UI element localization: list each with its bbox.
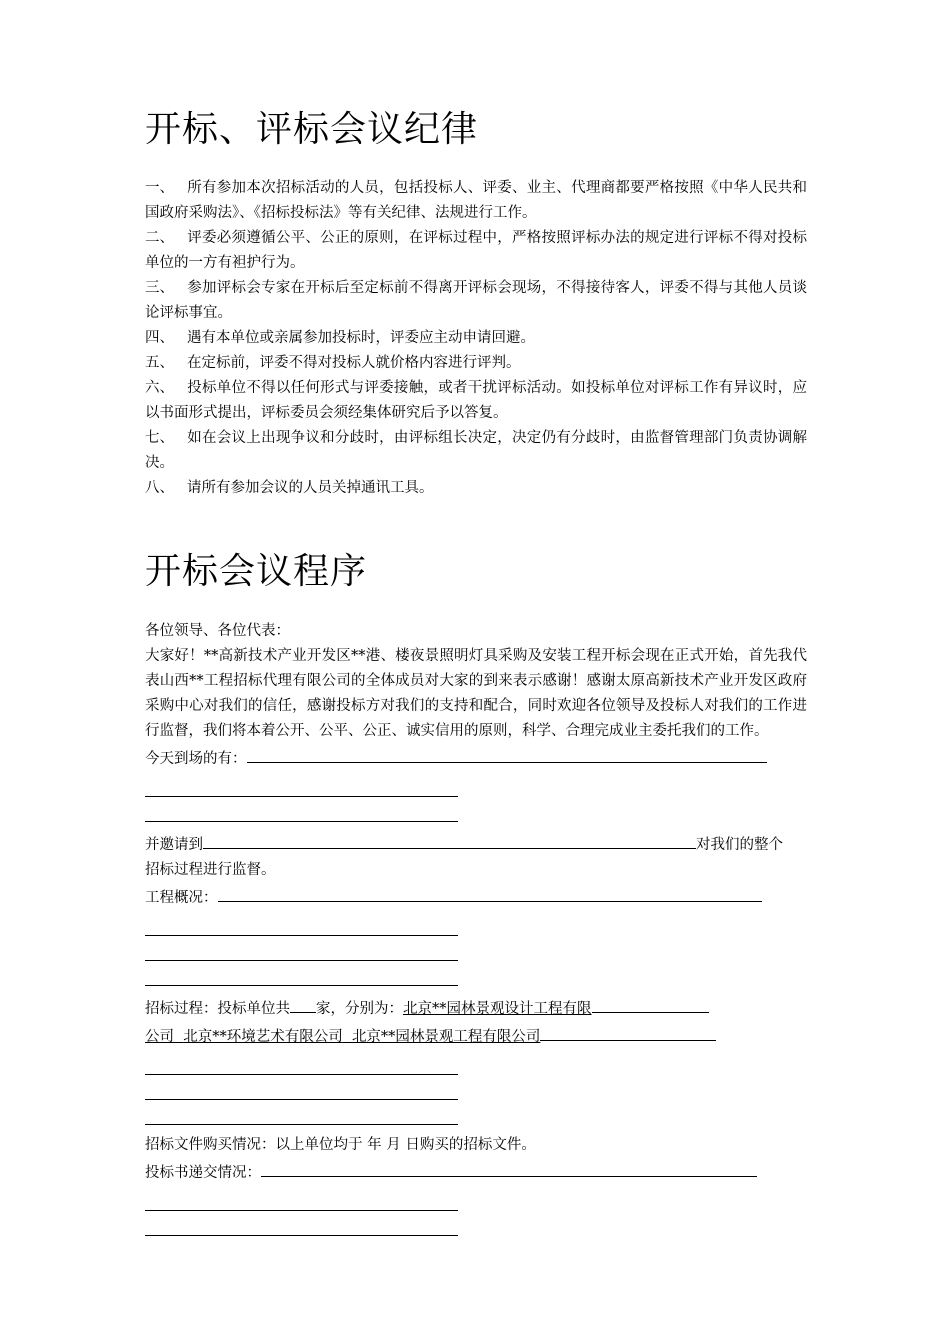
blank-line xyxy=(145,961,458,986)
invite-prefix: 并邀请到 xyxy=(145,837,203,853)
procedure-title: 开标会议程序 xyxy=(145,551,368,592)
rule-text: 在定标前，评委不得对投标人就价格内容进行评判。 xyxy=(187,355,521,371)
discipline-rules xyxy=(145,176,807,501)
bidder-blank xyxy=(592,994,709,1013)
rule-item xyxy=(145,326,807,351)
submit-label: 投标书递交情况： xyxy=(145,1165,261,1181)
rule-number: 五、 xyxy=(145,355,174,371)
rule-item xyxy=(145,276,807,326)
blank-line xyxy=(145,1211,458,1236)
invite-tail: 招标过程进行监督。 xyxy=(145,862,276,878)
process-label: 招标过程：投标单位共 xyxy=(145,1001,290,1017)
process-line xyxy=(145,994,807,1022)
bidder-count-blank xyxy=(290,994,316,1013)
project-line xyxy=(145,883,807,911)
rule-item xyxy=(145,176,807,226)
blank-line xyxy=(145,936,458,961)
bidder-name: 北京**环境艺术有限公司 xyxy=(183,1029,343,1045)
rule-number: 一、 xyxy=(145,180,174,196)
invite-line xyxy=(145,830,807,858)
invite-suffix: 对我们的整个 xyxy=(696,837,783,853)
discipline-title: 开标、评标会议纪律 xyxy=(145,109,479,150)
project-blank xyxy=(218,883,762,902)
blank-line xyxy=(145,911,458,936)
purchase-line: 招标文件购买情况：以上单位均于 年 月 日购买的招标文件。 xyxy=(145,1137,536,1153)
blank-line xyxy=(145,772,458,797)
intro-paragraph: 大家好！**高新技术产业开发区**港、楼夜景照明灯具采购及安装工程开标会现在正式开始，首先我代表山西**工程招标代理有限公司的全体成员对大家的到来表示感谢！感谢太原高新技术产业开发区政府采购中心对我们的信任，感谢投标方对我们的支持和配合，同时欢迎各位领导及投标人对我们的工作进行监督，我们将本着公开、公平、公正、诚实信用的原则，科学、合理完成业主委托我们的工作。 xyxy=(145,648,807,739)
rule-number: 四、 xyxy=(145,330,174,346)
rule-number: 八、 xyxy=(145,480,174,496)
bidders-line xyxy=(145,1022,807,1050)
bidder-name-cont: 公司 xyxy=(145,1029,174,1045)
procedure-body xyxy=(145,619,807,1236)
blank-line xyxy=(145,1100,458,1125)
submit-line xyxy=(145,1158,807,1186)
rule-text: 评委必须遵循公平、公正的原则，在评标过程中，严格按照评标办法的规定进行评标不得对投标单位的一方有袒护行为。 xyxy=(145,230,807,271)
rule-item xyxy=(145,376,807,426)
attendees-label: 今天到场的有： xyxy=(145,751,247,767)
blank-line xyxy=(145,1075,458,1100)
submit-blank xyxy=(261,1158,757,1177)
rule-text: 如在会议上出现争议和分歧时，由评标组长决定，决定仍有分歧时，由监督管理部门负责协调解决。 xyxy=(145,430,807,471)
rule-number: 七、 xyxy=(145,430,174,446)
bidder-name: 北京**园林景观工程有限公司 xyxy=(351,1029,541,1045)
rule-text: 所有参加本次招标活动的人员，包括投标人、评委、业主、代理商都要严格按照《中华人民共和国政府采购法》、《招标投标法》等有关纪律、法规进行工作。 xyxy=(145,180,807,221)
blank-line xyxy=(145,1186,458,1211)
blank-line xyxy=(145,797,458,822)
rule-text: 投标单位不得以任何形式与评委接触，或者干扰评标活动。如投标单位对评标工作有异议时，应以书面形式提出，评标委员会须经集体研究后予以答复。 xyxy=(145,380,807,421)
rule-number: 二、 xyxy=(145,230,174,246)
rule-text: 请所有参加会议的人员关掉通讯工具。 xyxy=(187,480,434,496)
rule-item xyxy=(145,426,807,476)
rule-text: 参加评标会专家在开标后至定标前不得离开评标会现场，不得接待客人，评委不得与其他人员谈论评标事宜。 xyxy=(145,280,807,321)
bidder-blank xyxy=(540,1022,716,1041)
attendees-blank xyxy=(247,744,767,763)
process-mid: 家，分别为： xyxy=(316,1001,403,1017)
rule-item xyxy=(145,351,807,376)
invite-blank xyxy=(203,830,696,849)
rule-item xyxy=(145,476,807,501)
rule-item xyxy=(145,226,807,276)
rule-number: 三、 xyxy=(145,280,174,296)
bidder-name: 北京**园林景观设计工程有限 xyxy=(403,1001,592,1017)
blank-line xyxy=(145,1050,458,1075)
greeting: 各位领导、各位代表： xyxy=(145,623,290,639)
rule-text: 遇有本单位或亲属参加投标时，评委应主动申请回避。 xyxy=(187,330,535,346)
attendees-line xyxy=(145,744,807,772)
project-label: 工程概况： xyxy=(145,890,218,906)
rule-number: 六、 xyxy=(145,380,174,396)
